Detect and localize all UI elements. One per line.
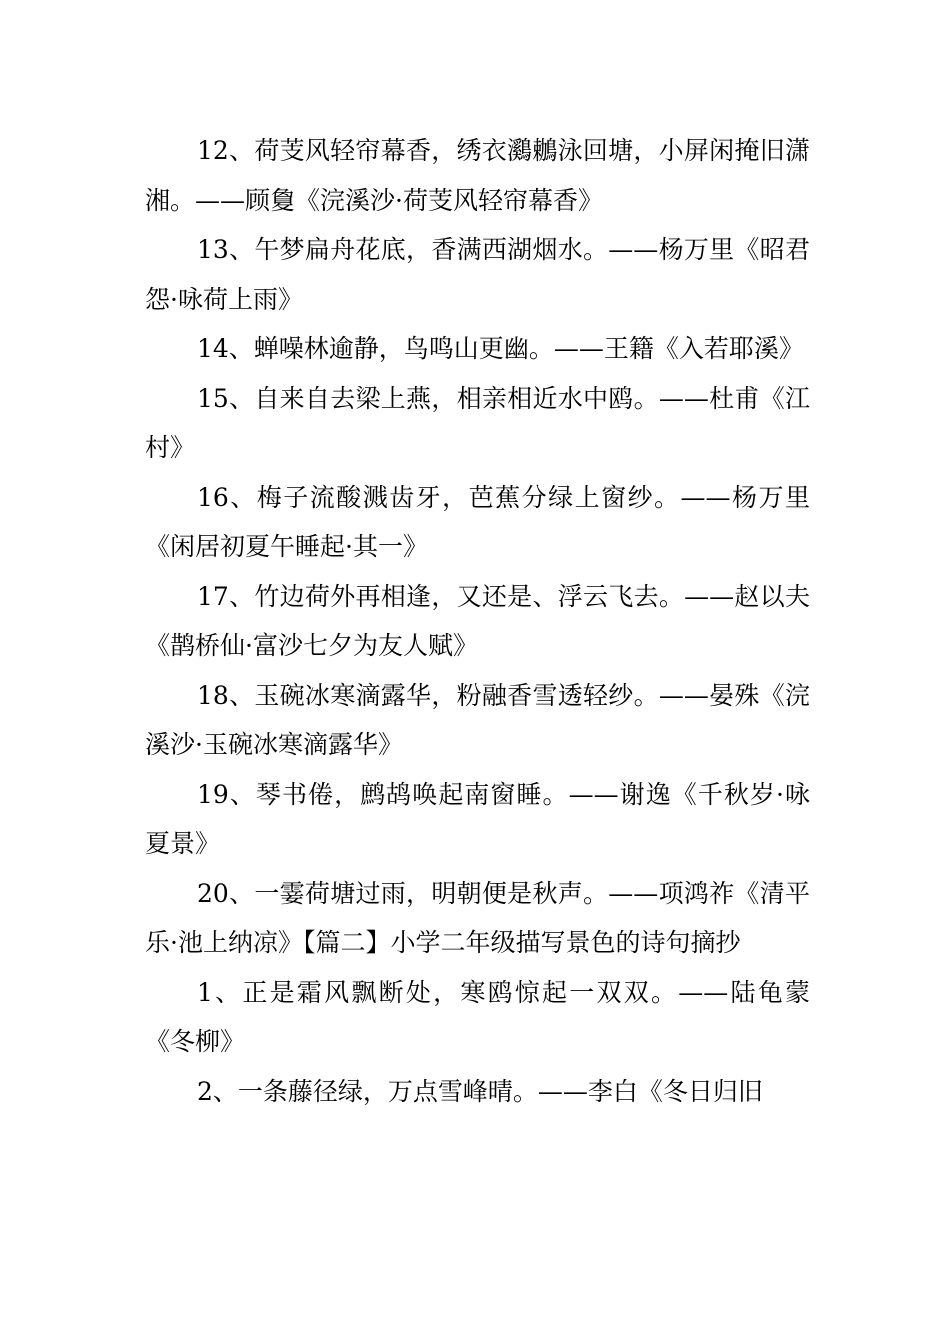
poem-list (145, 126, 810, 1116)
poem-line-15: 15、自来自去梁上燕，相亲相近水中鸥。——杜甫《江村》 (145, 383, 810, 462)
poem-line-2: 2、一条藤径绿，万点雪峰晴。——李白《冬日归旧 (197, 1076, 763, 1106)
poem-line-16: 16、梅子流酸溅齿牙，芭蕉分绿上窗纱。——杨万里《闲居初夏午睡起·其一》 (145, 482, 810, 561)
poem-line-18: 18、玉碗冰寒滴露华，粉融香雪透轻纱。——晏殊《浣溪沙·玉碗冰寒滴露华》 (145, 680, 810, 759)
poem-line-13: 13、午梦扁舟花底，香满西湖烟水。——杨万里《昭君怨·咏荷上雨》 (145, 235, 810, 314)
poem-line-19: 19、琴书倦，鹧鸪唤起南窗睡。——谢逸《千秋岁·咏夏景》 (145, 779, 810, 858)
poem-line-1: 1、正是霜风飘断处，寒鸥惊起一双双。——陆龟蒙《冬柳》 (145, 977, 810, 1056)
poem-line-20-and-section-heading: 20、一霎荷塘过雨，明朝便是秋声。——项鸿祚《清平乐·池上纳凉》【篇二】小学二年级描写景色的诗句摘抄 (145, 878, 810, 957)
poem-line-17: 17、竹边荷外再相逢，又还是、浮云飞去。——赵以夫《鹊桥仙·富沙七夕为友人赋》 (145, 581, 810, 660)
poem-line-14: 14、蝉噪林逾静，鸟鸣山更幽。——王籍《入若耶溪》 (197, 334, 804, 363)
poem-line-12: 12、荷芰风轻帘幕香，绣衣鸂鶒泳回塘，小屏闲掩旧潇湘。——顾敻《浣溪沙·荷芰风轻帘幕香》 (145, 136, 810, 215)
